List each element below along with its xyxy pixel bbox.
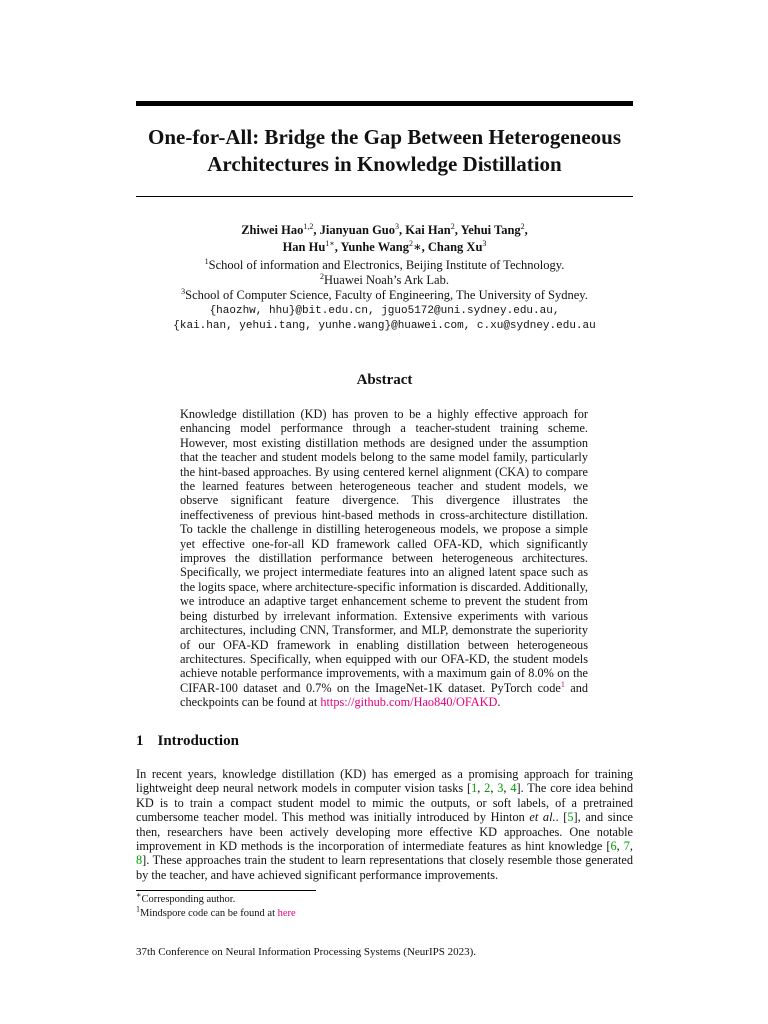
mindspore-code-link[interactable]: here bbox=[277, 907, 296, 919]
title-top-rule bbox=[136, 101, 633, 106]
author-affiliation-mark: 1∗ bbox=[325, 238, 335, 248]
citation-link[interactable]: 3 bbox=[497, 781, 504, 796]
abstract-text: Knowledge distillation (KD) has proven to be a highly effective approach for enhancing model performance through a teacher-student training scheme. However, most existing distillation methods are designed under the assumption that the teacher and student models belong to the same model family, particularly the hint-based approaches. By using centered kernel alignment (CKA) to compare the learned features between heterogeneous teacher and student models, we observe significant feature divergence. This divergence illustrates the ineffectiveness of previous hint-based methods in cross-architecture distillation. To tackle the challenge in distilling heterogeneous models, we propose a simple yet effective one-for-all KD framework called OFA-KD, which significantly improves the distillation performance between heterogeneous architectures. Specifically, we project intermediate features into an aligned latent space such as the logits space, where architecture-specific information is discarded. Additionally, we introduce an adaptive target enhancement scheme to prevent the student from being disturbed by irrelevant information. Extensive experiments with various architectures, including CNN, Transformer, and MLP, demonstrate the superiority of our OFA-KD framework in enabling distillation between heterogeneous architectures. Specifically, when equipped with our OFA-KD, the student models achieve notable performance improvements, with a maximum gain of 8.0% on the CIFAR-100 dataset and 0.7% on the ImageNet-1K dataset. PyTorch code bbox=[180, 407, 588, 695]
author-name: Han Hu bbox=[282, 240, 326, 254]
author-name: Yunhe Wang bbox=[340, 240, 409, 254]
author-name: Jianyuan Guo bbox=[319, 223, 396, 237]
citation-link[interactable]: 6 bbox=[610, 839, 617, 854]
footnote-corresponding: ∗Corresponding author. bbox=[136, 890, 236, 905]
citation-link[interactable]: 8 bbox=[136, 853, 143, 868]
affiliations bbox=[136, 258, 633, 303]
affiliation-line: $^2$Huawei Noah’s Ark Lab. bbox=[320, 271, 449, 287]
footnote-ref-1[interactable]: 1 bbox=[560, 679, 565, 689]
author-affiliation-mark: 3 bbox=[395, 221, 400, 231]
paper-title bbox=[136, 124, 633, 178]
abstract-heading: Abstract bbox=[356, 372, 413, 388]
author-name: Yehui Tang bbox=[460, 223, 521, 237]
author-emails bbox=[136, 304, 633, 334]
affiliation-line: $^3$School of Computer Science, Faculty of Engineering, The University of Sydney. bbox=[181, 286, 588, 302]
introduction-paragraph: In recent years, knowledge distillation (KD) has emerged as a promising approach for training lightweight deep neural network models in computer vision tasks [1, 2, 3, 4]. The core idea behind KD is to train a compact student model to mimic the outputs, or soft labels, of a pretrained cumbersome teacher model. This method was initially introduced by Hinton et al.. [5], and since then, researchers have been actively developing more effective KD approaches. One notable improvement in KD methods is the incorporation of intermediate features as hint knowledge [6, 7, 8]. These approaches train the student to learn representations that closely resemble those generated by the teacher, and have achieved significant performance improvements. bbox=[136, 767, 634, 882]
github-link[interactable]: https://github.com/Hao840/OFAKD bbox=[320, 695, 498, 710]
author-name: Kai Han bbox=[405, 223, 451, 237]
author-affiliation-mark: 3 bbox=[482, 238, 487, 248]
author-line-2: Han $Hu^{1∗}$, Yunhe Wang$^2$∗, Chang Xu$^3$ bbox=[282, 238, 487, 254]
author-affiliation-mark: 1,2 bbox=[303, 221, 314, 231]
conference-note: 37th Conference on Neural Information Processing Systems (NeurIPS 2023). bbox=[136, 946, 477, 958]
footnotes bbox=[136, 890, 296, 920]
citation-link[interactable]: 4 bbox=[510, 781, 517, 796]
author-name: Zhiwei Hao bbox=[241, 223, 304, 237]
author-affiliation-mark: 2 bbox=[520, 221, 525, 231]
section-number: 1 bbox=[136, 733, 144, 749]
abstract-body: Knowledge distillation (KD) has proven to be a highly effective approach for enhancing model performance through a teacher-student training scheme. However, most existing distillation methods are designed under the assumption that the teacher and student models belong to the same model family, particularly the hint-based approaches. By using centered kernel alignment (CKA) to compare the learned features between heterogeneous teacher and student models, we observe significant feature divergence. This divergence illustrates the ineffectiveness of previous hint-based methods in cross-architecture distillation. To tackle the challenge in distilling heterogeneous models, we propose a simple yet effective one-for-all KD framework called OFA-KD, which significantly improves the distillation performance between heterogeneous architectures. Specifically, we project intermediate features into an aligned latent space such as the logits space, where architecture-specific information is discarded. Additionally, we introduce an adaptive target enhancement scheme to prevent the student from being disturbed by irrelevant information. Extensive experiments with various architectures, including CNN, Transformer, and MLP, demonstrate the superiority of our OFA-KD framework in enabling distillation between heterogeneous architectures. Specifically, when equipped with our OFA-KD, the student models achieve notable performance improvements, with a maximum gain of 8.0% on the CIFAR-100 dataset and 0.7% on the ImageNet-1K dataset. PyTorch code$^1$ and checkpoints can be found at https://github.com/Hao840/OFAKD. bbox=[180, 407, 588, 710]
section-heading-introduction bbox=[136, 733, 239, 750]
citation-link[interactable]: 5 bbox=[567, 810, 574, 825]
author-affiliation-mark: 2 bbox=[450, 221, 455, 231]
author-name: Chang Xu bbox=[427, 240, 483, 254]
author-line-1: Zhiwei Hao$^{1,2}$, Jianyuan Guo$^3$, Kai Han$^2$, Yehui Tang$^2$, bbox=[241, 221, 528, 237]
author-affiliation-mark: 2 bbox=[408, 238, 413, 248]
citation-link[interactable]: 2 bbox=[484, 781, 491, 796]
footnote-code: $^1$Mindspore code can be found at here bbox=[136, 904, 296, 919]
title-line-2: Architectures in Knowledge Distillation bbox=[207, 152, 562, 176]
affiliation-line: $^1$School of information and Electronics, Beijing Institute of Technology. bbox=[204, 256, 565, 272]
section-title: Introduction bbox=[157, 733, 239, 749]
author-list bbox=[136, 222, 633, 256]
citation-link[interactable]: 1 bbox=[471, 781, 478, 796]
title-line-1: One-for-All: Bridge the Gap Between Heterogeneous bbox=[148, 125, 621, 149]
citation-link[interactable]: 7 bbox=[623, 839, 630, 854]
email-line-1: {haozhw, hhu}@bit.edu.cn, jguo5172@uni.sydney.edu.au, bbox=[209, 305, 560, 317]
email-line-2: {kai.han, yehui.tang, yunhe.wang}@huawei.com, c.xu@sydney.edu.au bbox=[173, 320, 596, 332]
footnote-rule bbox=[136, 890, 316, 891]
title-bottom-rule bbox=[136, 196, 633, 197]
